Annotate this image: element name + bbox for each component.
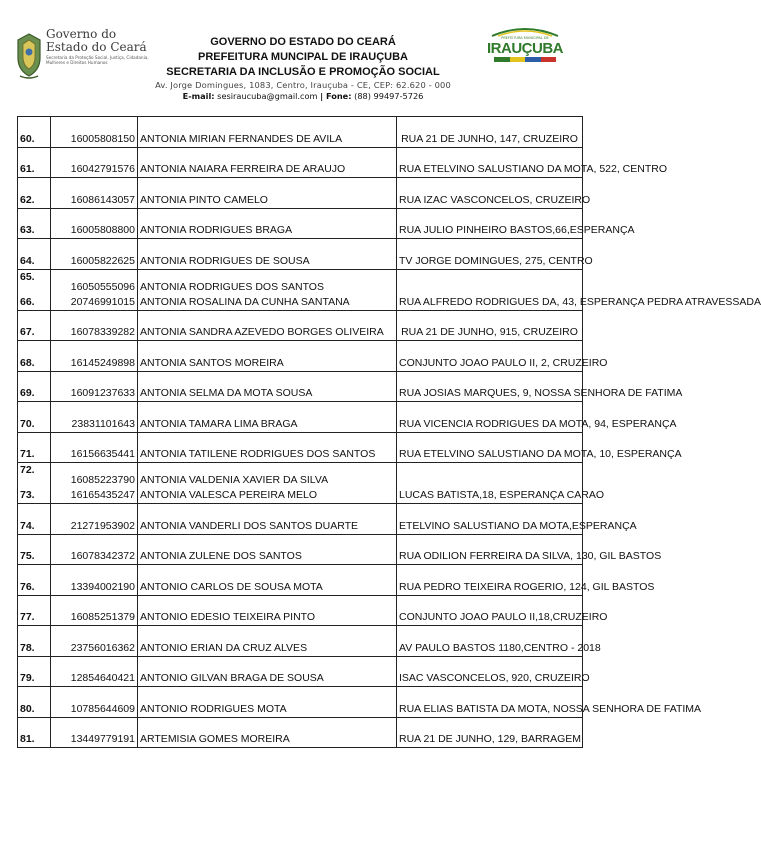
name-text: ANTONIA MIRIAN FERNANDES DE AVILA <box>140 132 343 145</box>
title-prefeitura: PREFEITURA MUNCIPAL DE IRAUÇUBA <box>197 51 409 63</box>
nis-text: 13449779191 <box>70 733 135 745</box>
address-text: RUA VICENCIA RODRIGUES DA MOTA, 94, ESPERANÇA <box>399 417 677 430</box>
name-text: ANTONIA SANDRA AZEVEDO BORGES OLIVEIRA <box>140 326 384 338</box>
address-cell <box>397 432 682 463</box>
row-number-text: 72. <box>20 464 35 476</box>
nis-text: 16165435247 <box>70 489 135 501</box>
name-cell <box>138 432 397 463</box>
address-text: RUA ODILION FERREIRA DA SILVA, 130, GIL BASTOS <box>399 550 662 562</box>
nis-cell <box>51 269 138 310</box>
address-text: AV PAULO BASTOS 1180,CENTRO - 2018 <box>399 641 601 654</box>
table-row <box>18 239 583 270</box>
nis-text: 23756016362 <box>70 641 135 654</box>
address-cell <box>397 371 683 402</box>
name-cell <box>138 626 397 657</box>
contact-line <box>148 91 458 101</box>
name-text: ANTONIA SELMA DA MOTA SOUSA <box>140 387 313 399</box>
row-number-text: 70. <box>20 417 35 430</box>
row-number <box>18 269 51 310</box>
address-cell <box>397 463 605 504</box>
color-bar-segment <box>494 57 510 62</box>
nis-cell <box>51 504 138 535</box>
address-text: RUA 21 DE JUNHO, 147, CRUZEIRO <box>401 132 578 145</box>
name-cell <box>138 656 397 687</box>
address-cell <box>397 504 637 535</box>
address-text: RUA PEDRO TEIXEIRA ROGERIO, 124, GIL BASTOS <box>399 580 655 593</box>
table-row <box>18 269 583 310</box>
address-cell <box>397 534 662 565</box>
address-cell <box>397 402 677 433</box>
row-number <box>18 626 51 657</box>
table-row <box>18 626 583 657</box>
name-cell <box>138 208 397 239</box>
title-secretaria: SECRETARIA DA INCLUSÃO E PROMOÇÃO SOCIAL <box>166 66 440 78</box>
nis-cell <box>51 117 138 148</box>
nis-cell <box>51 463 138 504</box>
name-text: ANTONIA NAIARA FERREIRA DE ARAUJO <box>140 163 346 175</box>
email-value: sesiraucuba@gmail.com <box>217 91 318 101</box>
name-cell <box>138 341 397 372</box>
name-cell <box>138 534 397 565</box>
address-cell <box>397 178 591 209</box>
row-number-text: 65. <box>20 270 35 283</box>
nis-text: 16005822625 <box>70 254 135 267</box>
nis-text: 23831101643 <box>71 417 135 430</box>
table-row <box>18 565 583 596</box>
row-number-text: 71. <box>20 448 35 460</box>
nis-text: 16005808150 <box>70 132 135 145</box>
row-number-text: 81. <box>20 733 35 745</box>
name-text: ANTONIO RODRIGUES MOTA <box>140 702 287 715</box>
address-cell <box>397 310 583 341</box>
nis-text: 20746991015 <box>70 295 135 308</box>
address-text: CONJUNTO JOAO PAULO II, 2, CRUZEIRO <box>399 356 608 369</box>
row-number-text: 80. <box>20 702 35 715</box>
address-cell <box>397 687 702 718</box>
address-cell <box>397 208 635 239</box>
table-row <box>18 432 583 463</box>
row-number-text: 60. <box>20 132 35 145</box>
address-cell <box>397 656 590 687</box>
row-number <box>18 371 51 402</box>
letterhead <box>0 0 600 110</box>
row-number-text: 62. <box>20 193 35 206</box>
name-text: ANTONIO ERIAN DA CRUZ ALVES <box>140 641 308 654</box>
nis-cell <box>51 239 138 270</box>
name-text: ANTONIO EDESIO TEIXEIRA PINTO <box>140 611 316 623</box>
nis-text: 13394002190 <box>70 580 135 593</box>
name-cell <box>138 595 397 626</box>
nis-cell <box>51 402 138 433</box>
table-row <box>18 402 583 433</box>
address-text: LUCAS BATISTA,18, ESPERANÇA CARAO <box>399 489 605 501</box>
beneficiary-table <box>17 116 761 748</box>
name-text: ARTEMISIA GOMES MOREIRA <box>140 733 290 745</box>
nis-cell <box>51 371 138 402</box>
row-number <box>18 239 51 270</box>
name-text: ANTONIA VANDERLI DOS SANTOS DUARTE <box>140 519 359 532</box>
address-text: RUA ETELVINO SALUSTIANO DA MOTA, 10, ESPERANÇA <box>399 448 682 460</box>
address-line: Av. Jorge Domingues, 1083, Centro, Irauçuba - CE, CEP: 62.620 - 000 <box>155 80 451 90</box>
address-text: TV JORGE DOMINGUES, 275, CENTRO <box>399 254 593 267</box>
state-coat-of-arms-icon <box>14 30 44 80</box>
nis-cell <box>51 595 138 626</box>
row-number <box>18 504 51 535</box>
nis-text: 16005808800 <box>70 224 135 236</box>
address-cell <box>397 626 601 657</box>
row-number <box>18 432 51 463</box>
table-row <box>18 178 583 209</box>
address-cell <box>397 595 608 626</box>
nis-text: 16085251379 <box>70 611 135 623</box>
row-number-text: 75. <box>20 550 35 562</box>
row-number <box>18 463 51 504</box>
address-text: RUA ETELVINO SALUSTIANO DA MOTA, 522, CENTRO <box>399 163 668 175</box>
address-cell <box>397 239 593 270</box>
name-text: ANTONIA ZULENE DOS SANTOS <box>140 550 302 562</box>
name-cell <box>138 463 397 504</box>
nis-text: 12854640421 <box>70 672 135 684</box>
municipality-logo <box>484 26 566 72</box>
table-row <box>18 208 583 239</box>
nis-text: 16091237633 <box>70 387 135 399</box>
row-number-text: 76. <box>20 580 35 593</box>
address-text: RUA ALFREDO RODRIGUES DA, 43, ESPERANÇA PEDRA ATRAVESSADA <box>399 295 761 308</box>
row-number <box>18 534 51 565</box>
title-state: GOVERNO DO ESTADO DO CEARÁ <box>210 36 396 48</box>
name-cell <box>138 147 397 178</box>
address-cell <box>397 565 655 596</box>
row-number-text: 79. <box>20 672 35 684</box>
table-row <box>18 371 583 402</box>
nis-cell <box>51 656 138 687</box>
color-bar-segment <box>510 57 526 62</box>
nis-text: 16085223790 <box>70 474 135 486</box>
name-text: ANTONIA TATILENE RODRIGUES DOS SANTOS <box>140 448 376 460</box>
nis-cell <box>51 717 138 748</box>
nis-cell <box>51 208 138 239</box>
gov-subtitle: Secretaria da Proteção Social, Justiça, Cidadania, Mulheres e Direitos Humanos <box>46 55 149 65</box>
row-number <box>18 208 51 239</box>
name-text: ANTONIA TAMARA LIMA BRAGA <box>140 417 298 430</box>
row-number <box>18 147 51 178</box>
municipality-color-bar <box>494 57 556 62</box>
nis-text: 16042791576 <box>70 163 135 175</box>
row-number-text: 69. <box>20 387 35 399</box>
nis-cell <box>51 147 138 178</box>
table-row <box>18 717 583 748</box>
name-text: ANTONIA SANTOS MOREIRA <box>140 356 284 369</box>
name-cell <box>138 717 397 748</box>
address-text: RUA ELIAS BATISTA DA MOTA, NOSSA SENHORA DE FATIMA <box>399 702 702 715</box>
row-number-text: 61. <box>20 163 35 175</box>
row-number <box>18 717 51 748</box>
nis-cell <box>51 534 138 565</box>
name-cell <box>138 310 397 341</box>
gov-line1: Governo do <box>46 27 117 41</box>
municipality-emblem-icon <box>484 26 566 36</box>
table-row <box>18 687 583 718</box>
name-text: ANTONIA RODRIGUES BRAGA <box>140 224 293 236</box>
nis-cell <box>51 341 138 372</box>
name-cell <box>138 269 397 310</box>
name-text: ANTONIA RODRIGUES DE SOUSA <box>140 254 310 267</box>
municipality-top-text: PREFEITURA MUNICIPAL DE <box>501 36 549 40</box>
name-text: ANTONIA VALDENIA XAVIER DA SILVA <box>140 474 329 486</box>
nis-text: 16050555096 <box>70 280 135 293</box>
row-number <box>18 565 51 596</box>
nis-cell <box>51 432 138 463</box>
nis-text: 10785644609 <box>70 702 135 715</box>
address-text: ETELVINO SALUSTIANO DA MOTA,ESPERANÇA <box>399 519 637 532</box>
name-text: ANTONIA VALESCA PEREIRA MELO <box>140 489 318 501</box>
nis-cell <box>51 626 138 657</box>
color-bar-segment <box>525 57 541 62</box>
address-text: ISAC VASCONCELOS, 920, CRUZEIRO <box>399 672 590 684</box>
row-number-text: 68. <box>20 356 35 369</box>
phone-label: | Fone: <box>320 91 352 101</box>
table-row <box>18 341 583 372</box>
name-text: ANTONIA ROSALINA DA CUNHA SANTANA <box>140 295 350 308</box>
municipality-name: IRAUÇUBA <box>487 40 563 57</box>
table-row <box>18 595 583 626</box>
row-number <box>18 341 51 372</box>
name-cell <box>138 371 397 402</box>
table-row <box>18 504 583 535</box>
nis-text: 16078342372 <box>70 550 135 562</box>
name-cell <box>138 687 397 718</box>
address-text: RUA 21 DE JUNHO, 129, BARRAGEM <box>399 733 582 745</box>
name-cell <box>138 402 397 433</box>
name-text: ANTONIA RODRIGUES DOS SANTOS <box>140 280 324 293</box>
address-text: CONJUNTO JOAO PAULO II,18,CRUZEIRO <box>399 611 608 623</box>
row-number-text: 63. <box>20 224 35 236</box>
name-text: ANTONIO GILVAN BRAGA DE SOUSA <box>140 672 324 684</box>
row-number <box>18 656 51 687</box>
email-label: E-mail: <box>182 91 215 101</box>
address-cell <box>397 717 583 748</box>
table-row <box>18 117 583 148</box>
row-number-text: 73. <box>20 489 35 501</box>
gov-line2: Estado do Ceará <box>46 40 147 54</box>
table-row <box>18 310 583 341</box>
nis-cell <box>51 178 138 209</box>
row-number-text: 64. <box>20 254 35 267</box>
row-number <box>18 687 51 718</box>
row-number <box>18 310 51 341</box>
name-cell <box>138 178 397 209</box>
row-number-text: 78. <box>20 641 35 654</box>
table-row <box>18 534 583 565</box>
nis-cell <box>51 310 138 341</box>
nis-text: 16156635441 <box>70 448 135 460</box>
address-text: RUA 21 DE JUNHO, 915, CRUZEIRO <box>401 326 578 338</box>
name-cell <box>138 117 397 148</box>
row-number-text: 66. <box>20 295 35 308</box>
name-cell <box>138 565 397 596</box>
address-text: RUA JULIO PINHEIRO BASTOS,66,ESPERANÇA <box>399 224 635 236</box>
phone-value: (88) 99497-5726 <box>354 91 424 101</box>
address-cell <box>397 341 608 372</box>
address-cell <box>397 269 761 310</box>
address-cell <box>397 117 583 148</box>
address-text: RUA IZAC VASCONCELOS, CRUZEIRO <box>399 193 591 206</box>
name-text: ANTONIO CARLOS DE SOUSA MOTA <box>140 580 323 593</box>
color-bar-segment <box>541 57 557 62</box>
row-number-text: 77. <box>20 611 35 623</box>
nis-cell <box>51 565 138 596</box>
nis-text: 21271953902 <box>70 519 135 532</box>
name-cell <box>138 504 397 535</box>
table-row <box>18 463 583 504</box>
name-text: ANTONIA PINTO CAMELO <box>140 193 268 206</box>
name-cell <box>138 239 397 270</box>
row-number-text: 67. <box>20 326 35 338</box>
address-text: RUA JOSIAS MARQUES, 9, NOSSA SENHORA DE FATIMA <box>399 387 683 399</box>
nis-text: 16145249898 <box>70 356 135 369</box>
table-row <box>18 147 583 178</box>
letterhead-titles <box>148 35 458 101</box>
nis-cell <box>51 687 138 718</box>
nis-text: 16078339282 <box>70 326 135 338</box>
row-number <box>18 402 51 433</box>
nis-text: 16086143057 <box>70 193 135 206</box>
address-cell <box>397 147 668 178</box>
row-number <box>18 595 51 626</box>
row-number-text: 74. <box>20 519 35 532</box>
table-row <box>18 656 583 687</box>
row-number <box>18 178 51 209</box>
row-number <box>18 117 51 148</box>
